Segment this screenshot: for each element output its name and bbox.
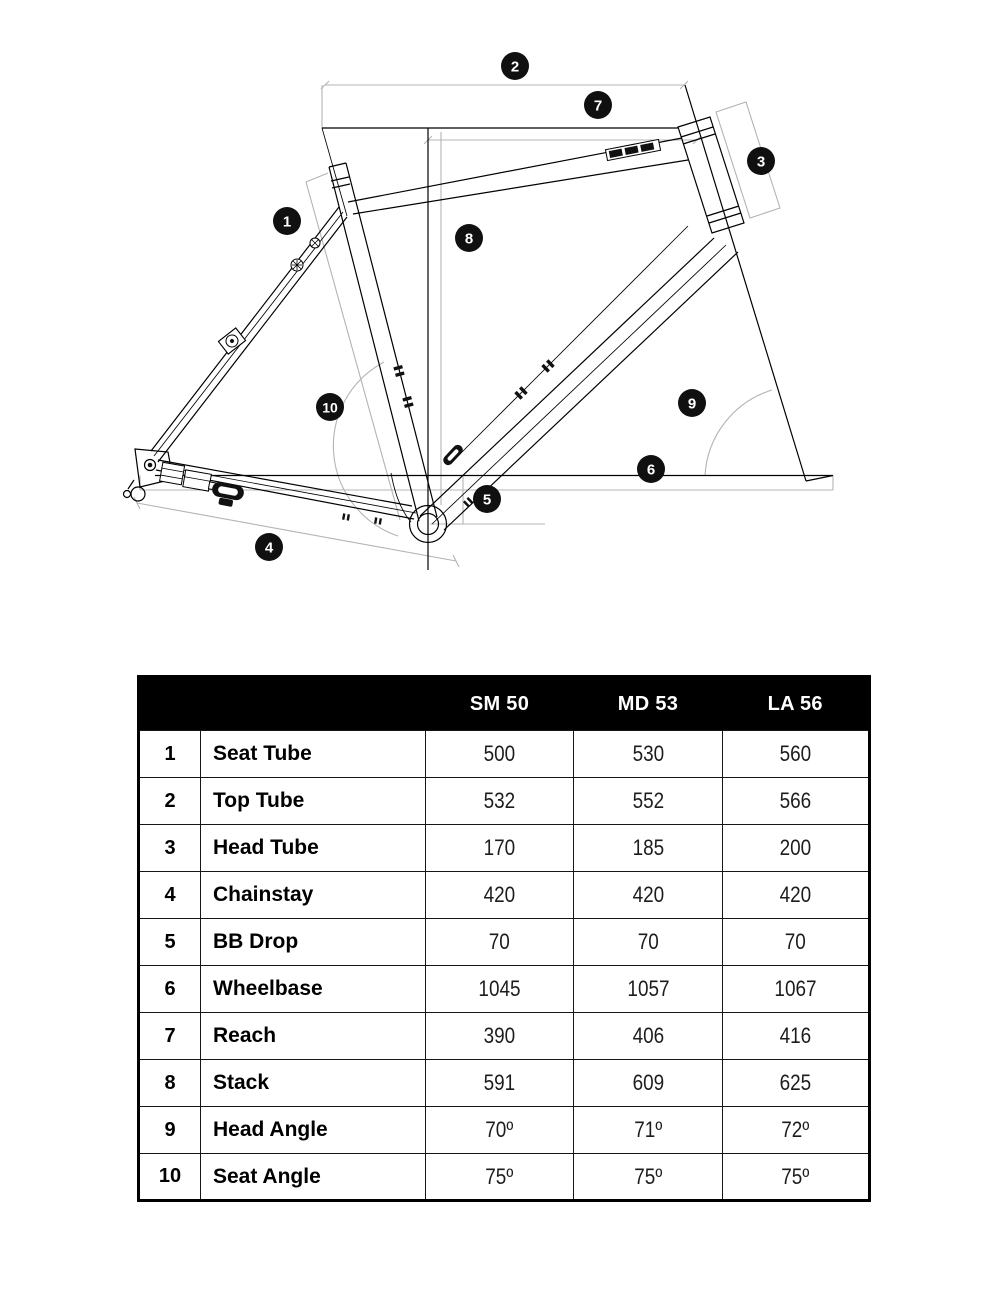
row-number-cell: 8 <box>139 1060 201 1107</box>
row-value-cell: 420 <box>723 872 870 919</box>
row-value-cell: 185 <box>574 825 723 872</box>
table-row <box>139 966 870 1013</box>
table-header-row <box>139 677 870 731</box>
row-number-cell: 7 <box>139 1013 201 1060</box>
row-value-cell: 416 <box>723 1013 870 1060</box>
header-cell-size-la: LA 56 <box>723 677 870 731</box>
row-value-cell: 390 <box>426 1013 574 1060</box>
row-label-cell: Wheelbase <box>201 966 426 1013</box>
row-value-cell: 200 <box>723 825 870 872</box>
row-value-cell: 532 <box>426 778 574 825</box>
row-value-cell: 406 <box>574 1013 723 1060</box>
callout-number: 1 <box>282 213 292 231</box>
callout-number: 5 <box>482 491 492 509</box>
row-number-cell: 10 <box>139 1154 201 1201</box>
row-label-cell: Reach <box>201 1013 426 1060</box>
callout-number: 3 <box>756 153 766 171</box>
component-details <box>148 139 661 524</box>
table-row <box>139 1107 870 1154</box>
callout-number: 8 <box>464 230 474 248</box>
header-cell-empty <box>201 677 426 731</box>
row-label-cell: BB Drop <box>201 919 426 966</box>
row-value-cell: 75º <box>723 1154 870 1201</box>
chainstay-slot <box>209 481 245 509</box>
table-row <box>139 731 870 778</box>
steering-axis-line <box>685 85 806 481</box>
table-row <box>139 919 870 966</box>
row-label-cell: Seat Angle <box>201 1154 426 1201</box>
row-value-cell: 566 <box>723 778 870 825</box>
row-value-cell: 420 <box>426 872 574 919</box>
row-number-cell: 9 <box>139 1107 201 1154</box>
table-row <box>139 1154 870 1201</box>
header-cell-empty <box>139 677 201 731</box>
row-value-cell: 70º <box>426 1107 574 1154</box>
seat-stay-bolt <box>291 259 303 271</box>
row-number-cell: 2 <box>139 778 201 825</box>
callout-number: 10 <box>322 399 338 416</box>
row-value-cell: 1045 <box>426 966 574 1013</box>
row-value-cell: 591 <box>426 1060 574 1107</box>
seat-stay-clamp <box>218 328 245 354</box>
row-label-cell: Seat Tube <box>201 731 426 778</box>
head-angle-arc <box>705 390 772 476</box>
callout-number: 9 <box>687 395 697 413</box>
seat-stay-bolt <box>310 238 320 248</box>
row-label-cell: Head Tube <box>201 825 426 872</box>
row-value-cell: 420 <box>574 872 723 919</box>
row-value-cell: 500 <box>426 731 574 778</box>
down-tube-mount <box>441 443 465 467</box>
row-number-cell: 4 <box>139 872 201 919</box>
seat-tube-dim-line <box>306 173 400 520</box>
geometry-table-body <box>139 731 870 1201</box>
row-value-cell: 70 <box>574 919 723 966</box>
top-tube-cable-port <box>605 139 660 160</box>
table-row <box>139 872 870 919</box>
row-value-cell: 75º <box>426 1154 574 1201</box>
row-value-cell: 70 <box>426 919 574 966</box>
callout-number: 4 <box>264 539 274 557</box>
row-label-cell: Top Tube <box>201 778 426 825</box>
row-number-cell: 3 <box>139 825 201 872</box>
geometry-table <box>137 675 871 1202</box>
callout-number: 6 <box>646 461 656 479</box>
row-value-cell: 1057 <box>574 966 723 1013</box>
row-value-cell: 75º <box>574 1154 723 1201</box>
table-row <box>139 778 870 825</box>
header-cell-size-md: MD 53 <box>574 677 723 731</box>
table-row <box>139 1013 870 1060</box>
row-value-cell: 530 <box>574 731 723 778</box>
frame-geometry-diagram <box>0 0 1000 640</box>
row-value-cell: 1067 <box>723 966 870 1013</box>
row-number-cell: 1 <box>139 731 201 778</box>
row-label-cell: Stack <box>201 1060 426 1107</box>
row-number-cell: 5 <box>139 919 201 966</box>
row-value-cell: 552 <box>574 778 723 825</box>
row-value-cell: 70 <box>723 919 870 966</box>
table-row <box>139 825 870 872</box>
row-value-cell: 625 <box>723 1060 870 1107</box>
row-value-cell: 71º <box>574 1107 723 1154</box>
row-value-cell: 170 <box>426 825 574 872</box>
row-value-cell: 560 <box>723 731 870 778</box>
row-number-cell: 6 <box>139 966 201 1013</box>
header-cell-size-sm: SM 50 <box>426 677 574 731</box>
row-value-cell: 609 <box>574 1060 723 1107</box>
callout-number: 7 <box>593 97 603 115</box>
row-label-cell: Chainstay <box>201 872 426 919</box>
callout-number: 2 <box>510 58 520 76</box>
row-label-cell: Head Angle <box>201 1107 426 1154</box>
row-value-cell: 72º <box>723 1107 870 1154</box>
table-row <box>139 1060 870 1107</box>
chainstay-dim-line <box>134 497 459 567</box>
seat-tube <box>329 163 437 521</box>
derailleur-hanger <box>131 487 145 501</box>
